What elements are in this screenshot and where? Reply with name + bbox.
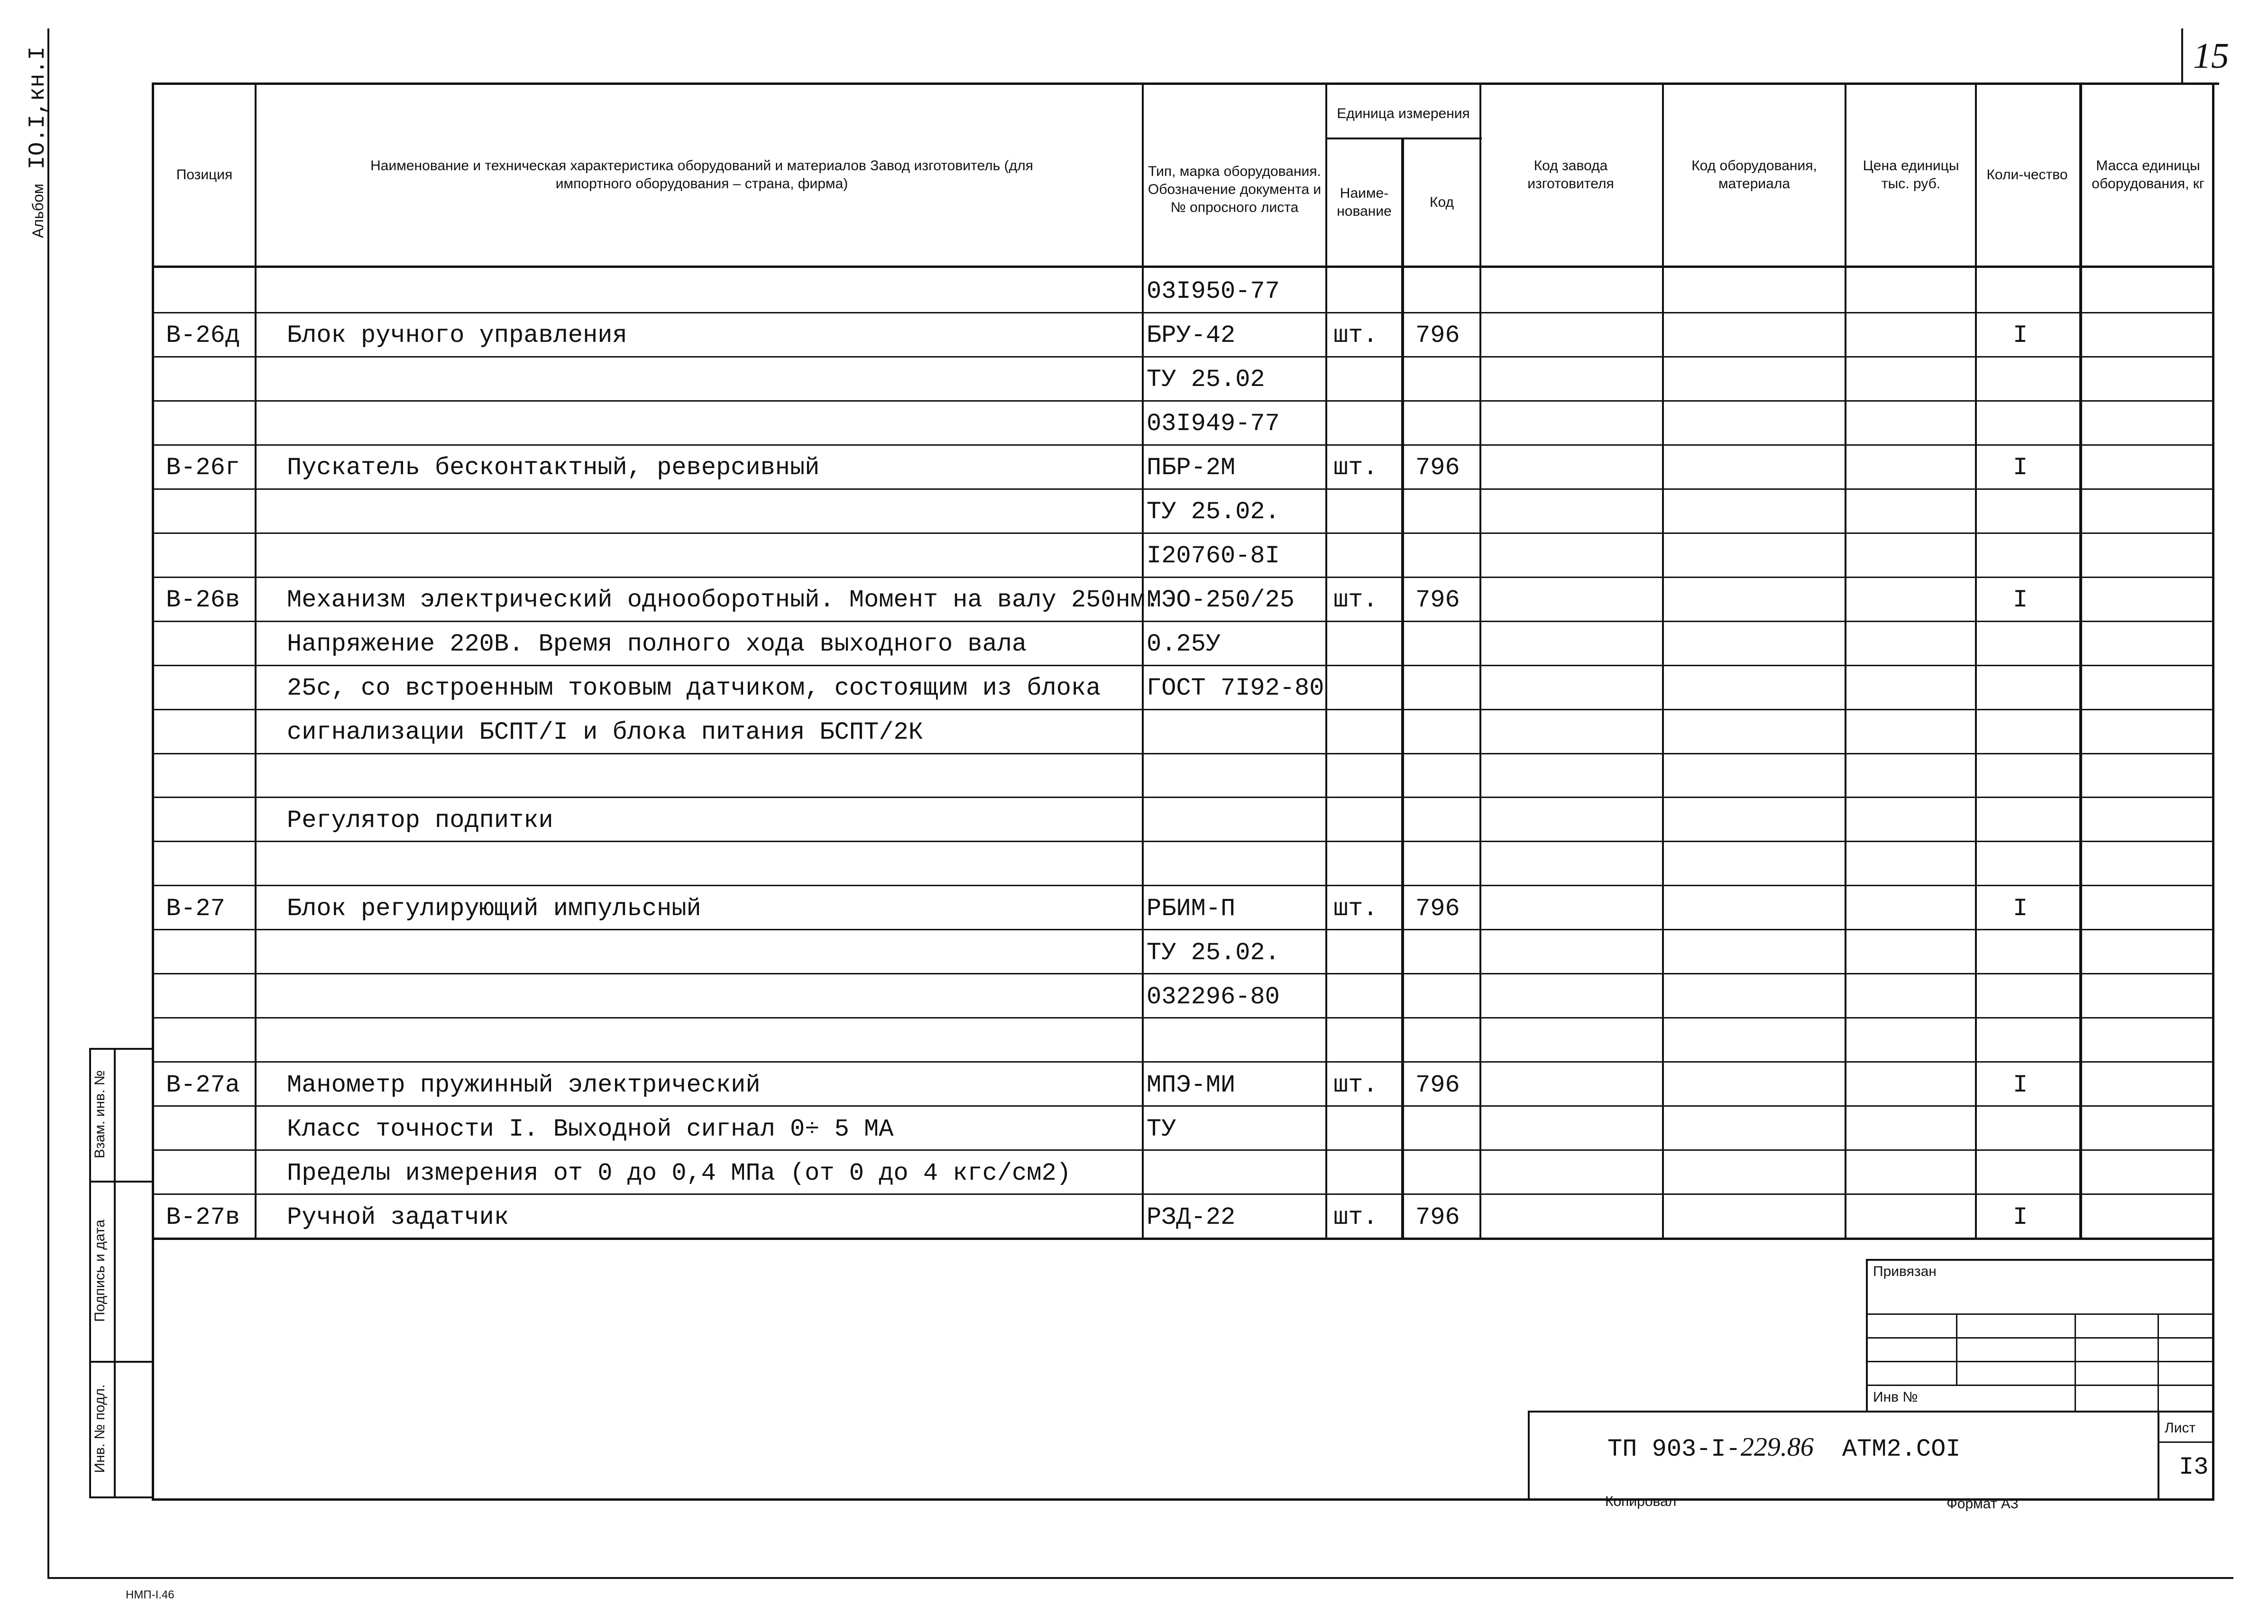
row-unit-code: 796	[1415, 321, 1460, 349]
header-position: Позиция	[176, 167, 233, 183]
col-line-1	[255, 83, 257, 1239]
frame-left	[152, 83, 154, 1500]
row-type: ТУ 25.02	[1147, 366, 1265, 394]
row-divider	[152, 312, 2214, 313]
row-position: В-27в	[166, 1203, 240, 1231]
privyazan-box-top	[1866, 1259, 2214, 1261]
row-name: 25с, со встроенным токовым датчиком, состоящим из блока	[287, 674, 1101, 702]
header-mass: Масса единицы оборудования, кг	[2092, 158, 2204, 192]
row-name: Регулятор подпитки	[287, 807, 553, 835]
row-quantity: I	[2013, 321, 2028, 349]
row-type: МПЭ-МИ	[1147, 1071, 1236, 1099]
side-stamp-podpis: Подпись и дата	[92, 1220, 108, 1322]
row-divider	[152, 973, 2214, 974]
side-stamp-div1	[89, 1181, 153, 1183]
privyazan-col2	[2075, 1313, 2076, 1411]
header-name: Наименование и техническая характеристика оборудований и материалов Завод изготовитель (для импортного оборудования – страна, фирма)	[370, 158, 1033, 192]
list-box-mid	[2158, 1441, 2214, 1443]
row-divider	[152, 841, 2214, 842]
row-type: РБИМ-П	[1147, 895, 1236, 923]
side-stamp-mid	[114, 1048, 116, 1498]
row-type: ПБР-2М	[1147, 454, 1236, 482]
col-line-9	[2079, 83, 2082, 1239]
row-divider	[152, 1193, 2214, 1195]
row-type: 03I950-77	[1147, 277, 1280, 305]
header-equip-code: Код оборудования, материала	[1691, 158, 1817, 192]
row-type: БРУ-42	[1147, 321, 1236, 349]
privyazan-row3	[1866, 1361, 2214, 1362]
row-divider	[152, 1061, 2214, 1063]
header-qty: Коли-чество	[1986, 167, 2068, 183]
row-type: ТУ 25.02.	[1147, 939, 1280, 967]
row-name: Механизм электрический однооборотный. Момент на валу 250нм.	[287, 586, 1160, 614]
row-quantity: I	[2013, 454, 2028, 482]
row-name: Пускатель бесконтактный, реверсивный	[287, 454, 820, 482]
doc-box-left	[1528, 1411, 1530, 1500]
header-price: Цена единицы тыс. руб.	[1863, 158, 1959, 192]
row-divider	[152, 665, 2214, 666]
row-divider	[152, 929, 2214, 930]
row-divider	[152, 400, 2214, 402]
privyazan-label: Привязан	[1873, 1264, 1937, 1279]
row-position: В-26в	[166, 586, 240, 614]
row-divider	[152, 1149, 2214, 1151]
row-unit: шт.	[1333, 586, 1378, 614]
doc-code-hand: 229.86	[1740, 1432, 1814, 1462]
row-position: В-27а	[166, 1071, 240, 1099]
table-bottom	[152, 1238, 2214, 1240]
row-name: Напряжение 220В. Время полного хода выходного вала	[287, 630, 1027, 658]
album-label-block	[24, 43, 52, 242]
row-unit: шт.	[1333, 1203, 1378, 1231]
row-quantity: I	[2013, 586, 2028, 614]
album-label: Альбом	[29, 184, 46, 239]
row-name: Класс точности I. Выходной сигнал 0÷ 5 МА	[287, 1115, 894, 1143]
row-type: 0.25У	[1147, 630, 1221, 658]
row-type: ТУ	[1147, 1115, 1176, 1143]
side-stamp-inv: Инв. № подл.	[92, 1384, 108, 1473]
row-unit-code: 796	[1415, 454, 1460, 482]
album-value: IO.I,кн.I	[25, 46, 51, 170]
header-unit-group: Единица измерения	[1337, 106, 1470, 121]
col-line-8	[1975, 83, 1977, 1239]
inv-no-label: Инв №	[1873, 1389, 1918, 1405]
row-divider	[152, 1105, 2214, 1107]
col-line-4	[1401, 138, 1404, 1239]
header-unit-code: Код	[1429, 194, 1454, 210]
privyazan-row1	[1866, 1313, 2214, 1315]
page-number: 15	[2193, 36, 2229, 76]
row-divider	[152, 885, 2214, 886]
privyazan-row2	[1866, 1337, 2214, 1339]
header-type: Тип, марка оборудования. Обозначение документа и № опросного листа	[1148, 164, 1322, 215]
col-line-7	[1845, 83, 1846, 1239]
outer-frame-left	[47, 28, 49, 1579]
row-unit-code: 796	[1415, 1071, 1460, 1099]
outer-frame-bottom	[47, 1577, 2233, 1579]
doc-box-top	[1528, 1411, 2214, 1413]
row-name: Ручной задатчик	[287, 1203, 509, 1231]
row-position: В-27	[166, 895, 225, 923]
side-stamp-bottom	[89, 1496, 153, 1498]
privyazan-box-left	[1866, 1259, 1868, 1411]
list-value: I3	[2179, 1453, 2209, 1481]
row-type: МЭО-250/25	[1147, 586, 1295, 614]
row-divider	[152, 1017, 2214, 1018]
privyazan-col1	[1956, 1313, 1957, 1385]
side-stamp-left	[89, 1048, 91, 1498]
row-divider	[152, 621, 2214, 622]
row-type: ГОСТ 7I92-80	[1147, 674, 1324, 702]
row-name: Блок регулирующий импульсный	[287, 895, 701, 923]
row-divider	[152, 577, 2214, 578]
doc-code-prefix: ТП 903-I-	[1607, 1435, 1741, 1463]
row-type: I20760-8I	[1147, 542, 1280, 570]
doc-code	[1607, 1432, 1961, 1463]
row-quantity: I	[2013, 1071, 2028, 1099]
row-type: ТУ 25.02.	[1147, 498, 1280, 526]
page-number-box-left	[2181, 28, 2183, 83]
row-unit-code: 796	[1415, 586, 1460, 614]
col-line-5	[1479, 83, 1481, 1239]
doc-code-suffix: АТМ2.СОI	[1842, 1435, 1961, 1463]
row-type: 032296-80	[1147, 983, 1280, 1011]
privyazan-col3	[2158, 1313, 2159, 1411]
row-unit: шт.	[1333, 895, 1378, 923]
row-divider	[152, 753, 2214, 754]
list-box-left	[2158, 1411, 2159, 1500]
frame-bottom	[152, 1498, 2214, 1501]
row-quantity: I	[2013, 1203, 2028, 1231]
row-unit-code: 796	[1415, 1203, 1460, 1231]
bottom-left-code: НМП-I.46	[126, 1588, 174, 1601]
row-name: Манометр пружинный электрический	[287, 1071, 761, 1099]
row-name: Пределы измерения от 0 до 0,4 МПа (от 0 до 4 кгс/см2)	[287, 1159, 1071, 1187]
row-divider	[152, 488, 2214, 490]
row-unit: шт.	[1333, 454, 1378, 482]
frame-right	[2212, 83, 2214, 1500]
row-unit: шт.	[1333, 321, 1378, 349]
row-divider	[152, 444, 2214, 446]
row-type: РЗД-22	[1147, 1203, 1236, 1231]
row-divider	[152, 709, 2214, 710]
row-unit: шт.	[1333, 1071, 1378, 1099]
row-divider	[152, 797, 2214, 798]
row-name: сигнализации БСПТ/I и блока питания БСПТ/2К	[287, 718, 923, 746]
header-factory-code: Код завода изготовителя	[1527, 158, 1614, 192]
privyazan-row4	[1866, 1385, 2214, 1386]
row-name: Блок ручного управления	[287, 321, 627, 349]
header-bottom	[152, 266, 2214, 268]
list-label: Лист	[2165, 1420, 2196, 1436]
row-quantity: I	[2013, 895, 2028, 923]
row-divider	[152, 356, 2214, 358]
side-stamp-vzam: Взам. инв. №	[92, 1070, 108, 1158]
row-position: В-26г	[166, 454, 240, 482]
kopiroval-label: Копировал	[1605, 1494, 1677, 1509]
row-divider	[152, 532, 2214, 534]
header-unit-name: Наиме-нование	[1337, 185, 1392, 219]
format-label: Формат А3	[1947, 1496, 2019, 1512]
row-type: 03I949-77	[1147, 410, 1280, 438]
row-unit-code: 796	[1415, 895, 1460, 923]
row-position: В-26д	[166, 321, 240, 349]
